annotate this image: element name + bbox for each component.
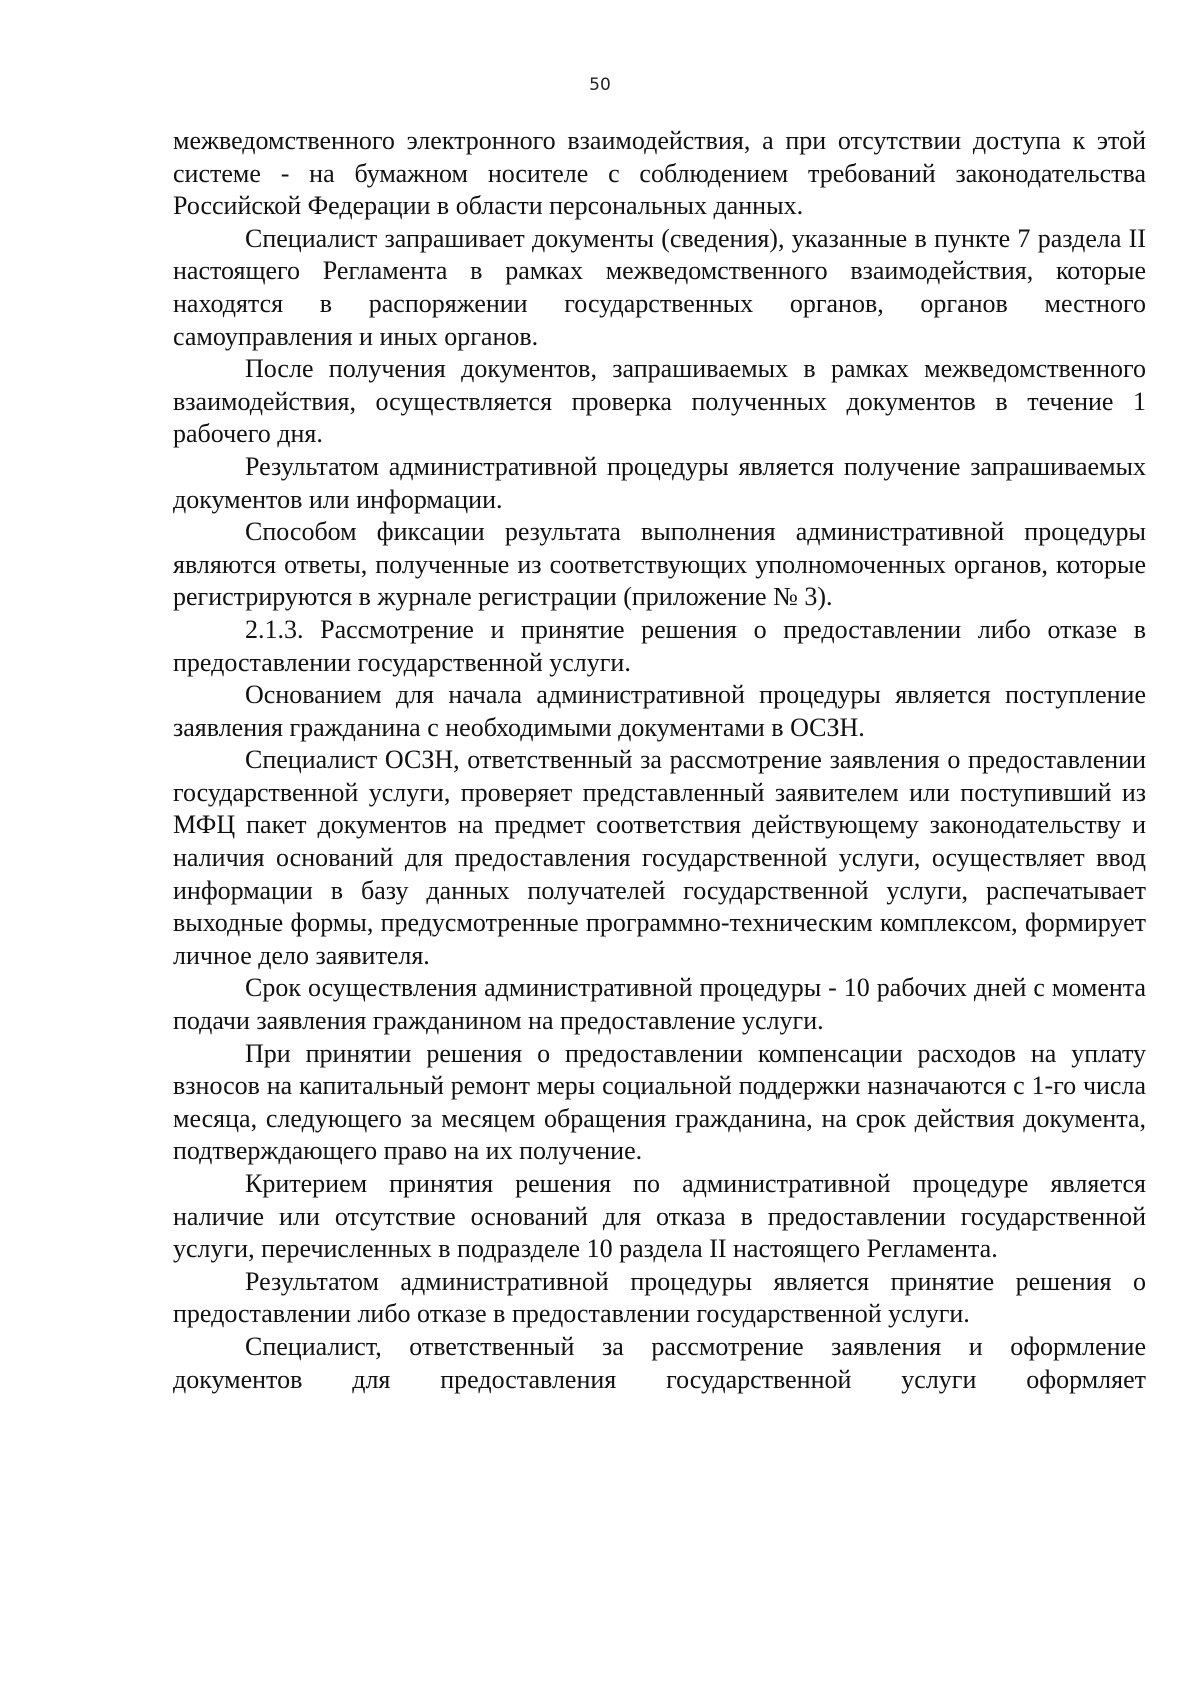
document-body (173, 125, 1146, 1396)
paragraph: Основанием для начала административной процедуры является поступление заявления гражданина с необходимыми документами в ОСЗН. (173, 680, 1146, 742)
section-heading: 2.1.3. Рассмотрение и принятие решения о предоставлении либо отказе в предоставлении государственной услуги. (173, 614, 1146, 677)
paragraph: Специалист ОСЗН, ответственный за рассмотрение заявления о предоставлении государственной услуги, проверяет представленный заявителем или поступивший из МФЦ пакет документов на предмет соответствия действующему законодательству и наличия оснований для предоставления государственной услуги, осуществляет ввод информации в базу данных получателей государственной услуги, распечатывает выходные формы, предусмотренные программно-техническим комплексом, формирует личное дело заявителя. (173, 745, 1146, 970)
paragraph: межведомственного электронного взаимодействия, а при отсутствии доступа к этой системе - на бумажном носителе с соблюдением требований законодательства Российской Федерации в области персональных данных. (173, 126, 1146, 221)
page-number: 50 (589, 75, 611, 95)
paragraph: Специалист запрашивает документы (сведения), указанные в пункте 7 раздела II настоящего Регламента в рамках межведомственного взаимодействия, которые находятся в распоряжении государственных органов, органов местного самоуправления и иных органов. (173, 223, 1146, 351)
paragraph: Срок осуществления административной процедуры - 10 рабочих дней с момента подачи заявления гражданином на предоставление услуги. (173, 973, 1146, 1036)
paragraph: Способом фиксации результата выполнения административной процедуры являются ответы, полученные из соответствующих уполномоченных органов, которые регистрируются в журнале регистрации (приложение № 3). (173, 517, 1146, 612)
paragraph: Критерием принятия решения по административной процедуре является наличие или отсутствие оснований для отказа в предоставлении государственной услуги, перечисленных в подразделе 10 раздела II настоящего Регламента. (173, 1169, 1146, 1264)
paragraph: При принятии решения о предоставлении компенсации расходов на уплату взносов на капитальный ремонт меры социальной поддержки назначаются с 1-го числа месяца, следующего за месяцем обращения гражданина, на срок действия документа, подтверждающего право на их получение. (173, 1038, 1146, 1166)
paragraph: Специалист, ответственный за рассмотрение заявления и оформление документов для предоставления государственной услуги оформляет (173, 1331, 1146, 1394)
paragraph: После получения документов, запрашиваемых в рамках межведомственного взаимодействия, осуществляется проверка полученных документов в течение 1 рабочего дня. (173, 354, 1146, 449)
paragraph: Результатом административной процедуры является принятие решения о предоставлении либо отказе в предоставлении государственной услуги. (173, 1266, 1146, 1329)
paragraph: Результатом административной процедуры является получение запрашиваемых документов или информации. (173, 451, 1146, 514)
